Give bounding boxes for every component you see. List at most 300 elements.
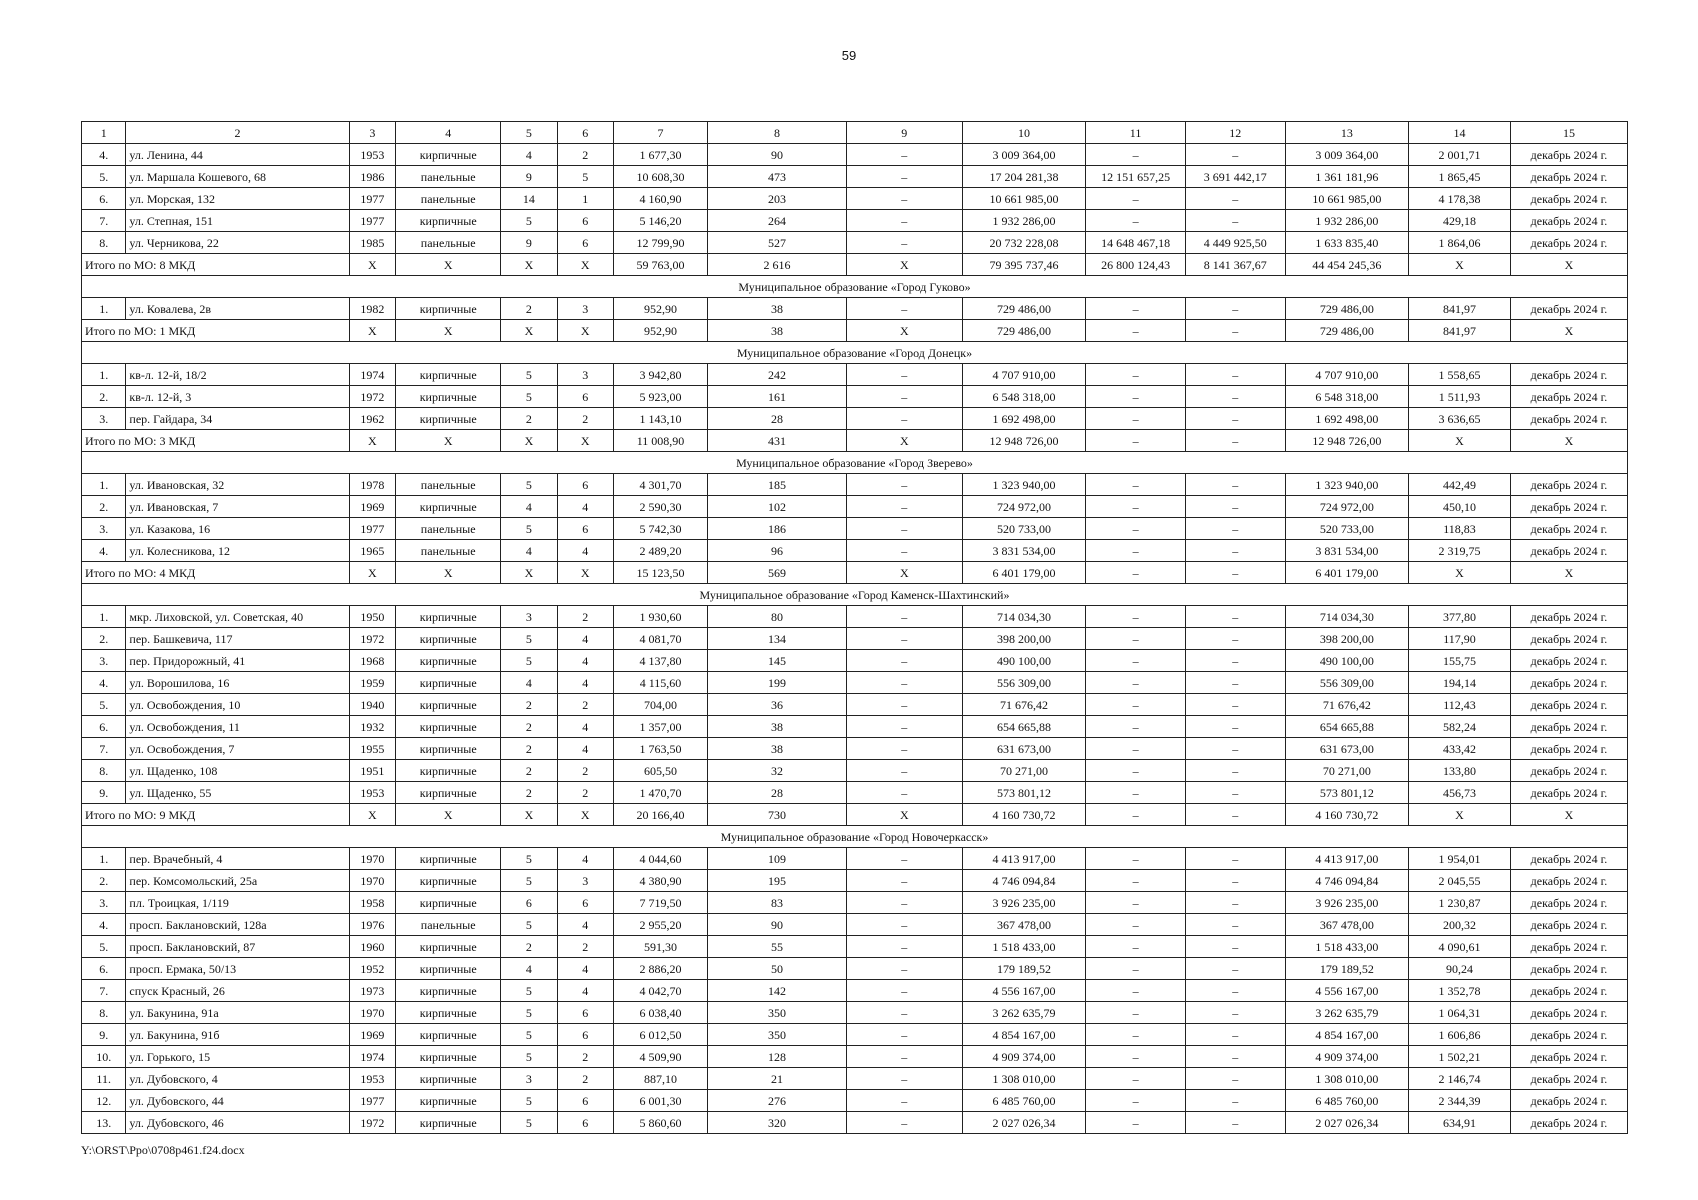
- table-cell: –: [1185, 782, 1285, 804]
- table-cell: –: [1086, 144, 1186, 166]
- table-cell: –: [1086, 188, 1186, 210]
- table-cell: 4 556 167,00: [1285, 980, 1409, 1002]
- table-cell: 4 746 094,84: [962, 870, 1086, 892]
- table-cell: –: [1185, 980, 1285, 1002]
- table-cell: –: [1185, 672, 1285, 694]
- table-cell: 264: [708, 210, 847, 232]
- table-cell: 8.: [82, 232, 126, 254]
- table-cell: 14: [501, 188, 557, 210]
- table-cell: –: [1185, 914, 1285, 936]
- table-cell: 4 707 910,00: [962, 364, 1086, 386]
- table-cell: –: [846, 1112, 962, 1134]
- section-header-row: [82, 826, 1628, 848]
- table-cell: 2 001,71: [1409, 144, 1511, 166]
- table-cell: 556 309,00: [962, 672, 1086, 694]
- table-cell: –: [1185, 870, 1285, 892]
- table-cell: 3 926 235,00: [1285, 892, 1409, 914]
- table-cell: –: [1185, 738, 1285, 760]
- table-cell: кирпичные: [396, 496, 501, 518]
- table-cell: 83: [708, 892, 847, 914]
- table-row: [82, 848, 1628, 870]
- address-cell: ул. Колесникова, 12: [126, 540, 349, 562]
- page-number: 59: [841, 48, 857, 63]
- table-cell: –: [846, 650, 962, 672]
- total-row: [82, 562, 1628, 584]
- table-cell: 21: [708, 1068, 847, 1090]
- table-cell: 5: [501, 364, 557, 386]
- table-cell: 4 178,38: [1409, 188, 1511, 210]
- table-row: [82, 518, 1628, 540]
- address-cell: ул. Освобождения, 11: [126, 716, 349, 738]
- table-cell: 6 001,30: [613, 1090, 707, 1112]
- column-header: 9: [846, 122, 962, 144]
- total-cell: 44 454 245,36: [1285, 254, 1409, 276]
- table-cell: –: [846, 980, 962, 1002]
- table-cell: 1.: [82, 606, 126, 628]
- table-cell: –: [846, 1024, 962, 1046]
- table-cell: 4: [557, 914, 613, 936]
- table-cell: –: [1086, 650, 1186, 672]
- column-header: 10: [962, 122, 1086, 144]
- total-cell: X: [1510, 804, 1627, 826]
- table-cell: 3: [557, 298, 613, 320]
- table-cell: 5: [501, 1002, 557, 1024]
- municipality-title: Муниципальное образование «Город Гуково»: [82, 276, 1628, 298]
- table-cell: 5: [501, 1046, 557, 1068]
- table-cell: 4 854 167,00: [1285, 1024, 1409, 1046]
- table-cell: –: [1086, 298, 1186, 320]
- table-cell: 4 380,90: [613, 870, 707, 892]
- table-cell: 2: [557, 1068, 613, 1090]
- table-cell: 32: [708, 760, 847, 782]
- table-cell: 6 548 318,00: [1285, 386, 1409, 408]
- column-header: 3: [349, 122, 396, 144]
- table-cell: –: [846, 694, 962, 716]
- table-cell: 4: [501, 958, 557, 980]
- table-cell: кирпичные: [396, 1068, 501, 1090]
- table-cell: –: [1086, 870, 1186, 892]
- total-row: [82, 430, 1628, 452]
- table-cell: –: [1086, 210, 1186, 232]
- table-cell: –: [846, 892, 962, 914]
- table-cell: 3: [557, 870, 613, 892]
- table-cell: 5.: [82, 166, 126, 188]
- housing-table: [81, 121, 1628, 1134]
- table-cell: –: [1185, 540, 1285, 562]
- total-cell: X: [846, 804, 962, 826]
- table-cell: 6.: [82, 188, 126, 210]
- table-cell: 1 511,93: [1409, 386, 1511, 408]
- table-cell: 1951: [349, 760, 396, 782]
- table-cell: 2: [501, 694, 557, 716]
- table-cell: 1 932 286,00: [962, 210, 1086, 232]
- table-cell: 1 606,86: [1409, 1024, 1511, 1046]
- table-cell: 456,73: [1409, 782, 1511, 804]
- table-cell: 1977: [349, 1090, 396, 1112]
- table-cell: кирпичные: [396, 144, 501, 166]
- table-cell: 1 357,00: [613, 716, 707, 738]
- total-cell: X: [1510, 562, 1627, 584]
- table-cell: 729 486,00: [1285, 298, 1409, 320]
- table-cell: панельные: [396, 232, 501, 254]
- table-cell: 714 034,30: [962, 606, 1086, 628]
- address-cell: просп. Баклановский, 128а: [126, 914, 349, 936]
- table-cell: 887,10: [613, 1068, 707, 1090]
- table-cell: 1972: [349, 386, 396, 408]
- table-cell: 9: [501, 232, 557, 254]
- column-header: 12: [1185, 122, 1285, 144]
- table-cell: 4 115,60: [613, 672, 707, 694]
- table-cell: 1 932 286,00: [1285, 210, 1409, 232]
- table-cell: 1.: [82, 848, 126, 870]
- table-cell: декабрь 2024 г.: [1510, 386, 1627, 408]
- table-row: [82, 232, 1628, 254]
- table-cell: 6 485 760,00: [1285, 1090, 1409, 1112]
- table-cell: 1977: [349, 188, 396, 210]
- table-cell: –: [1086, 936, 1186, 958]
- table-cell: 1953: [349, 144, 396, 166]
- table-cell: 128: [708, 1046, 847, 1068]
- table-cell: 4: [557, 980, 613, 1002]
- table-cell: –: [846, 958, 962, 980]
- table-cell: декабрь 2024 г.: [1510, 232, 1627, 254]
- table-cell: декабрь 2024 г.: [1510, 496, 1627, 518]
- table-cell: 6 548 318,00: [962, 386, 1086, 408]
- table-cell: декабрь 2024 г.: [1510, 1046, 1627, 1068]
- municipality-title: Муниципальное образование «Город Новочеркасск»: [82, 826, 1628, 848]
- table-cell: декабрь 2024 г.: [1510, 738, 1627, 760]
- table-cell: 4: [557, 738, 613, 760]
- table-cell: 2.: [82, 386, 126, 408]
- table-cell: 12 799,90: [613, 232, 707, 254]
- table-cell: –: [1185, 1046, 1285, 1068]
- table-cell: 4 449 925,50: [1185, 232, 1285, 254]
- total-cell: X: [557, 562, 613, 584]
- table-cell: 6: [557, 1024, 613, 1046]
- address-cell: пл. Троицкая, 1/119: [126, 892, 349, 914]
- table-cell: 429,18: [1409, 210, 1511, 232]
- table-cell: 1 470,70: [613, 782, 707, 804]
- table-cell: 5 742,30: [613, 518, 707, 540]
- table-cell: 1 361 181,96: [1285, 166, 1409, 188]
- table-cell: 5: [501, 210, 557, 232]
- table-cell: декабрь 2024 г.: [1510, 958, 1627, 980]
- table-cell: декабрь 2024 г.: [1510, 760, 1627, 782]
- table-row: [82, 892, 1628, 914]
- table-cell: –: [846, 496, 962, 518]
- table-cell: 38: [708, 738, 847, 760]
- table-cell: 90,24: [1409, 958, 1511, 980]
- total-cell: X: [396, 320, 501, 342]
- table-cell: 2: [557, 408, 613, 430]
- table-cell: –: [1185, 1112, 1285, 1134]
- total-cell: 2 616: [708, 254, 847, 276]
- table-cell: 7.: [82, 738, 126, 760]
- table-cell: 90: [708, 144, 847, 166]
- total-label: Итого по МО: 1 МКД: [82, 320, 350, 342]
- table-cell: 70 271,00: [1285, 760, 1409, 782]
- address-cell: ул. Горького, 15: [126, 1046, 349, 1068]
- table-cell: –: [1086, 738, 1186, 760]
- table-cell: панельные: [396, 474, 501, 496]
- table-cell: –: [1185, 848, 1285, 870]
- table-cell: –: [1185, 1090, 1285, 1112]
- table-cell: 573 801,12: [1285, 782, 1409, 804]
- total-cell: 15 123,50: [613, 562, 707, 584]
- table-cell: 1 763,50: [613, 738, 707, 760]
- total-cell: X: [349, 804, 396, 826]
- table-cell: 4.: [82, 914, 126, 936]
- table-cell: кирпичные: [396, 1090, 501, 1112]
- table-cell: 9.: [82, 782, 126, 804]
- table-cell: 1 308 010,00: [1285, 1068, 1409, 1090]
- section-header-row: [82, 452, 1628, 474]
- total-cell: 12 948 726,00: [962, 430, 1086, 452]
- table-cell: 179 189,52: [1285, 958, 1409, 980]
- table-cell: кирпичные: [396, 210, 501, 232]
- table-cell: 194,14: [1409, 672, 1511, 694]
- table-cell: 1969: [349, 1024, 396, 1046]
- table-cell: –: [1185, 298, 1285, 320]
- total-cell: 59 763,00: [613, 254, 707, 276]
- table-cell: 1985: [349, 232, 396, 254]
- table-cell: –: [1086, 1024, 1186, 1046]
- table-cell: 13.: [82, 1112, 126, 1134]
- table-cell: 1 930,60: [613, 606, 707, 628]
- table-cell: кирпичные: [396, 1002, 501, 1024]
- table-cell: 3 262 635,79: [962, 1002, 1086, 1024]
- total-cell: –: [1086, 804, 1186, 826]
- table-cell: 12.: [82, 1090, 126, 1112]
- table-cell: кирпичные: [396, 760, 501, 782]
- table-cell: панельные: [396, 518, 501, 540]
- table-cell: –: [846, 408, 962, 430]
- table-cell: 3.: [82, 408, 126, 430]
- table-cell: 6 012,50: [613, 1024, 707, 1046]
- table-cell: 142: [708, 980, 847, 1002]
- table-cell: 2.: [82, 496, 126, 518]
- table-cell: 1 064,31: [1409, 1002, 1511, 1024]
- table-cell: 2: [557, 760, 613, 782]
- table-cell: 433,42: [1409, 738, 1511, 760]
- table-cell: –: [1086, 892, 1186, 914]
- address-cell: ул. Щаденко, 55: [126, 782, 349, 804]
- total-cell: X: [1510, 254, 1627, 276]
- table-cell: кирпичные: [396, 980, 501, 1002]
- table-cell: –: [846, 760, 962, 782]
- total-cell: X: [846, 430, 962, 452]
- table-cell: декабрь 2024 г.: [1510, 892, 1627, 914]
- total-label: Итого по МО: 9 МКД: [82, 804, 350, 826]
- table-cell: 1932: [349, 716, 396, 738]
- table-cell: 4: [557, 716, 613, 738]
- total-cell: X: [501, 320, 557, 342]
- table-cell: 1965: [349, 540, 396, 562]
- table-cell: –: [1185, 364, 1285, 386]
- table-cell: –: [1185, 628, 1285, 650]
- table-cell: –: [846, 628, 962, 650]
- table-cell: 2 489,20: [613, 540, 707, 562]
- table-cell: 5 860,60: [613, 1112, 707, 1134]
- total-cell: X: [1409, 430, 1511, 452]
- table-cell: 2: [501, 936, 557, 958]
- total-cell: X: [1510, 320, 1627, 342]
- table-cell: –: [1086, 694, 1186, 716]
- table-cell: декабрь 2024 г.: [1510, 364, 1627, 386]
- table-cell: –: [1086, 980, 1186, 1002]
- table-cell: 7.: [82, 980, 126, 1002]
- table-row: [82, 1046, 1628, 1068]
- table-cell: –: [1185, 694, 1285, 716]
- address-cell: ул. Бакунина, 91б: [126, 1024, 349, 1046]
- table-cell: кирпичные: [396, 298, 501, 320]
- table-cell: 134: [708, 628, 847, 650]
- table-cell: декабрь 2024 г.: [1510, 518, 1627, 540]
- total-label: Итого по МО: 4 МКД: [82, 562, 350, 584]
- table-cell: 242: [708, 364, 847, 386]
- table-cell: –: [846, 518, 962, 540]
- table-cell: –: [1086, 760, 1186, 782]
- table-row: [82, 298, 1628, 320]
- table-cell: 4 707 910,00: [1285, 364, 1409, 386]
- table-cell: 2: [557, 936, 613, 958]
- table-cell: –: [1086, 958, 1186, 980]
- table-cell: 5: [501, 1090, 557, 1112]
- table-cell: 10 608,30: [613, 166, 707, 188]
- table-cell: 1986: [349, 166, 396, 188]
- total-cell: X: [557, 804, 613, 826]
- table-cell: 1974: [349, 1046, 396, 1068]
- table-cell: 1977: [349, 210, 396, 232]
- total-cell: –: [1086, 430, 1186, 452]
- table-cell: 2: [501, 738, 557, 760]
- table-row: [82, 738, 1628, 760]
- total-cell: X: [557, 254, 613, 276]
- table-cell: 1959: [349, 672, 396, 694]
- total-cell: 729 486,00: [1285, 320, 1409, 342]
- table-cell: –: [1185, 650, 1285, 672]
- column-header: 11: [1086, 122, 1186, 144]
- table-cell: 4 854 167,00: [962, 1024, 1086, 1046]
- table-cell: 55: [708, 936, 847, 958]
- table-cell: 4 413 917,00: [1285, 848, 1409, 870]
- table-cell: 203: [708, 188, 847, 210]
- total-cell: X: [1510, 430, 1627, 452]
- table-cell: 6: [557, 210, 613, 232]
- table-cell: 3 831 534,00: [962, 540, 1086, 562]
- table-cell: 1940: [349, 694, 396, 716]
- table-cell: 6: [557, 1090, 613, 1112]
- table-cell: –: [1086, 848, 1186, 870]
- table-cell: 1953: [349, 1068, 396, 1090]
- table-cell: 724 972,00: [1285, 496, 1409, 518]
- total-cell: X: [396, 804, 501, 826]
- table-cell: –: [846, 870, 962, 892]
- address-cell: ул. Ивановская, 32: [126, 474, 349, 496]
- table-cell: 2 146,74: [1409, 1068, 1511, 1090]
- table-cell: 1 230,87: [1409, 892, 1511, 914]
- table-cell: декабрь 2024 г.: [1510, 474, 1627, 496]
- table-cell: 3: [501, 606, 557, 628]
- table-cell: –: [1185, 386, 1285, 408]
- table-cell: 5: [501, 870, 557, 892]
- table-cell: 3 636,65: [1409, 408, 1511, 430]
- address-cell: ул. Морская, 132: [126, 188, 349, 210]
- table-cell: –: [1086, 1002, 1186, 1024]
- total-cell: 569: [708, 562, 847, 584]
- table-cell: 38: [708, 298, 847, 320]
- table-cell: кирпичные: [396, 936, 501, 958]
- table-cell: 14 648 467,18: [1086, 232, 1186, 254]
- table-cell: 5: [501, 848, 557, 870]
- table-cell: 155,75: [1409, 650, 1511, 672]
- table-cell: –: [1185, 892, 1285, 914]
- table-row: [82, 386, 1628, 408]
- table-cell: декабрь 2024 г.: [1510, 1068, 1627, 1090]
- table-row: [82, 958, 1628, 980]
- table-cell: кирпичные: [396, 386, 501, 408]
- table-cell: 704,00: [613, 694, 707, 716]
- table-row: [82, 760, 1628, 782]
- total-cell: X: [846, 320, 962, 342]
- table-cell: 12 151 657,25: [1086, 166, 1186, 188]
- table-cell: 161: [708, 386, 847, 408]
- table-cell: –: [846, 936, 962, 958]
- table-cell: 1 323 940,00: [962, 474, 1086, 496]
- table-cell: 2 955,20: [613, 914, 707, 936]
- table-cell: 2 886,20: [613, 958, 707, 980]
- table-cell: 3: [501, 1068, 557, 1090]
- municipality-title: Муниципальное образование «Город Каменск-Шахтинский»: [82, 584, 1628, 606]
- table-cell: 654 665,88: [1285, 716, 1409, 738]
- table-cell: 1.: [82, 364, 126, 386]
- table-cell: декабрь 2024 г.: [1510, 628, 1627, 650]
- table-cell: 6: [557, 1112, 613, 1134]
- address-cell: ул. Освобождения, 7: [126, 738, 349, 760]
- table-cell: 2.: [82, 870, 126, 892]
- table-row: [82, 650, 1628, 672]
- table-cell: 1 143,10: [613, 408, 707, 430]
- table-cell: 4 137,80: [613, 650, 707, 672]
- table-cell: 4: [501, 540, 557, 562]
- table-cell: 3 262 635,79: [1285, 1002, 1409, 1024]
- table-row: [82, 540, 1628, 562]
- table-cell: 1968: [349, 650, 396, 672]
- table-cell: 186: [708, 518, 847, 540]
- table-cell: 4 042,70: [613, 980, 707, 1002]
- address-cell: ул. Щаденко, 108: [126, 760, 349, 782]
- table-cell: 1974: [349, 364, 396, 386]
- address-cell: просп. Баклановский, 87: [126, 936, 349, 958]
- table-cell: 276: [708, 1090, 847, 1112]
- table-row: [82, 188, 1628, 210]
- table-row: [82, 606, 1628, 628]
- table-cell: кирпичные: [396, 408, 501, 430]
- table-cell: кирпичные: [396, 694, 501, 716]
- table-cell: 527: [708, 232, 847, 254]
- table-row: [82, 496, 1628, 518]
- table-cell: декабрь 2024 г.: [1510, 980, 1627, 1002]
- table-cell: 1960: [349, 936, 396, 958]
- table-cell: 1950: [349, 606, 396, 628]
- table-cell: 6 038,40: [613, 1002, 707, 1024]
- table-cell: –: [1086, 1046, 1186, 1068]
- table-cell: 591,30: [613, 936, 707, 958]
- table-cell: 6: [557, 892, 613, 914]
- table-cell: 2: [557, 1046, 613, 1068]
- table-cell: 841,97: [1409, 298, 1511, 320]
- table-cell: 2 590,30: [613, 496, 707, 518]
